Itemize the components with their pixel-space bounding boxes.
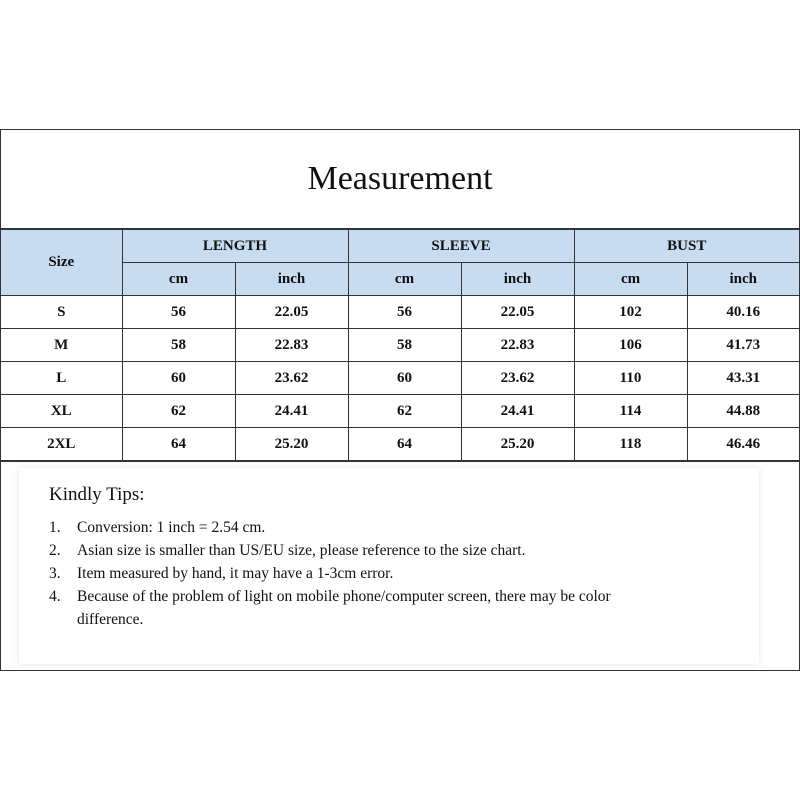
value-cell: 25.20 — [235, 428, 348, 462]
value-cell: 41.73 — [687, 329, 799, 362]
unit-header: inch — [235, 263, 348, 296]
value-cell: 64 — [348, 428, 461, 462]
value-cell: 44.88 — [687, 395, 799, 428]
value-cell: 118 — [574, 428, 687, 462]
table-row — [1, 362, 799, 395]
tip-number: 4. — [49, 588, 61, 605]
value-cell: 23.62 — [235, 362, 348, 395]
value-cell: 114 — [574, 395, 687, 428]
size-chart-table — [1, 228, 799, 462]
tip-text: Because of the problem of light on mobile phone/computer screen, there may be color difference. — [77, 588, 611, 628]
list-item — [49, 516, 729, 539]
value-cell: 58 — [122, 329, 235, 362]
tip-text: Conversion: 1 inch = 2.54 cm. — [77, 519, 266, 536]
table-row — [1, 428, 799, 462]
value-cell: 56 — [348, 296, 461, 329]
table-row — [1, 296, 799, 329]
size-column-header: Size — [1, 229, 122, 296]
table-row — [1, 395, 799, 428]
tip-number: 2. — [49, 542, 61, 559]
size-cell: M — [1, 329, 122, 362]
value-cell: 58 — [348, 329, 461, 362]
group-header-bust: BUST — [574, 229, 799, 263]
unit-header: inch — [461, 263, 574, 296]
value-cell: 23.62 — [461, 362, 574, 395]
value-cell: 64 — [122, 428, 235, 462]
value-cell: 25.20 — [461, 428, 574, 462]
group-header-length: LENGTH — [122, 229, 348, 263]
tip-number: 3. — [49, 565, 61, 582]
list-item — [49, 562, 729, 585]
table-row — [1, 329, 799, 362]
value-cell: 43.31 — [687, 362, 799, 395]
value-cell: 106 — [574, 329, 687, 362]
value-cell: 24.41 — [461, 395, 574, 428]
value-cell: 46.46 — [687, 428, 799, 462]
value-cell: 40.16 — [687, 296, 799, 329]
value-cell: 22.05 — [461, 296, 574, 329]
value-cell: 102 — [574, 296, 687, 329]
value-cell: 60 — [122, 362, 235, 395]
value-cell: 56 — [122, 296, 235, 329]
list-item — [49, 585, 729, 631]
value-cell: 60 — [348, 362, 461, 395]
value-cell: 22.05 — [235, 296, 348, 329]
value-cell: 62 — [348, 395, 461, 428]
size-cell: XL — [1, 395, 122, 428]
tip-text: Asian size is smaller than US/EU size, please reference to the size chart. — [77, 542, 526, 559]
page-title: Measurement — [307, 160, 493, 197]
value-cell: 22.83 — [461, 329, 574, 362]
unit-header: inch — [687, 263, 799, 296]
value-cell: 110 — [574, 362, 687, 395]
size-cell: L — [1, 362, 122, 395]
tip-number: 1. — [49, 519, 61, 536]
unit-header: cm — [348, 263, 461, 296]
value-cell: 22.83 — [235, 329, 348, 362]
group-header-sleeve: SLEEVE — [348, 229, 574, 263]
unit-header: cm — [574, 263, 687, 296]
value-cell: 62 — [122, 395, 235, 428]
value-cell: 24.41 — [235, 395, 348, 428]
tips-title: Kindly Tips: — [49, 484, 145, 505]
measurement-card — [0, 129, 800, 671]
size-cell: 2XL — [1, 428, 122, 462]
size-cell: S — [1, 296, 122, 329]
unit-header: cm — [122, 263, 235, 296]
tip-text: Item measured by hand, it may have a 1-3cm error. — [77, 565, 394, 582]
kindly-tips-panel — [19, 468, 759, 664]
list-item — [49, 539, 729, 562]
tips-list — [49, 516, 729, 631]
